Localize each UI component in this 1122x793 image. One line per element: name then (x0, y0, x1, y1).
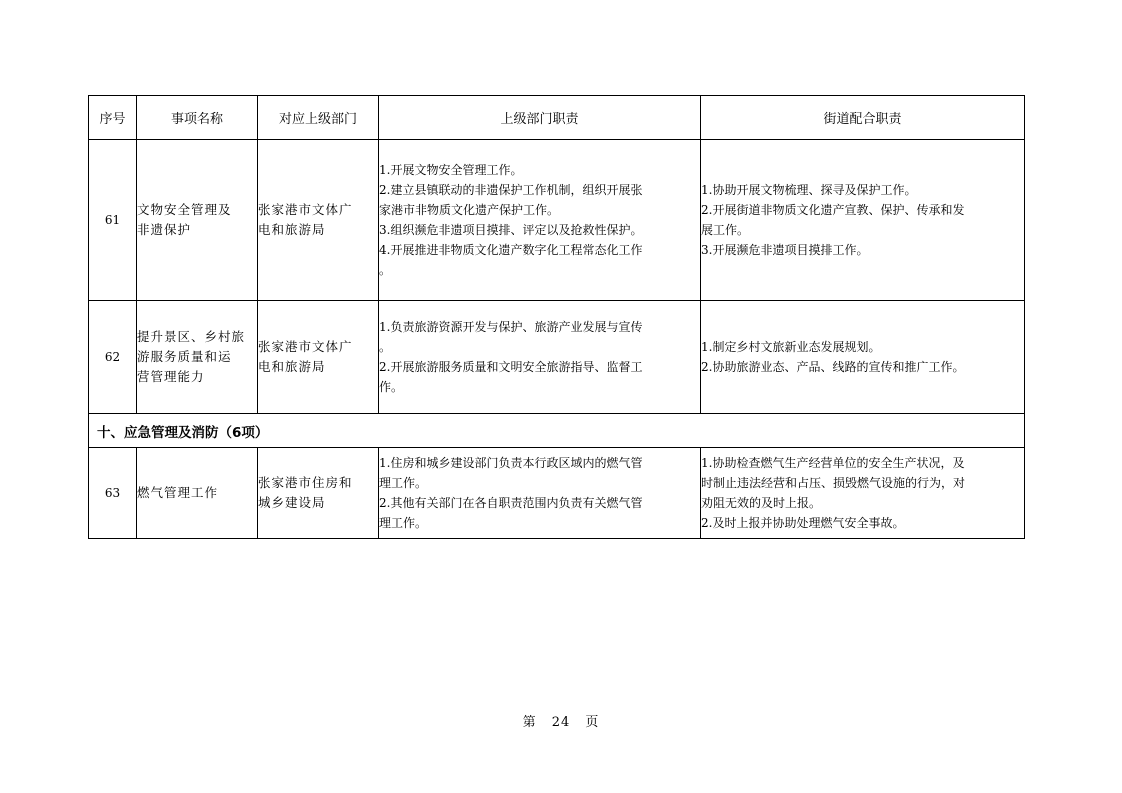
header-superior-dept: 对应上级部门 (258, 96, 379, 140)
header-item-name: 事项名称 (137, 96, 258, 140)
page-suffix: 页 (585, 715, 600, 730)
duty-line: 。 (379, 263, 392, 277)
duty-line: 1.负责旅游资源开发与保护、旅游产业发展与宣传 (379, 320, 643, 334)
superior-duties (379, 301, 701, 414)
dept-line: 城乡建设局 (258, 495, 326, 510)
table-row (89, 301, 1025, 414)
item-name (137, 448, 258, 539)
row-number: 62 (89, 301, 137, 414)
duty-line: 1.住房和城乡建设部门负责本行政区域内的燃气管 (379, 456, 643, 470)
superior-dept (258, 140, 379, 301)
superior-dept (258, 301, 379, 414)
duty-line: 1.开展文物安全管理工作。 (379, 163, 523, 177)
duty-line: 1.协助检查燃气生产经营单位的安全生产状况，及 (701, 456, 965, 470)
page-number: 24 (551, 715, 571, 730)
item-name-line: 提升景区、乡村旅 (137, 329, 246, 344)
row-number: 61 (89, 140, 137, 301)
row-number: 63 (89, 448, 137, 539)
duty-line: 2.协助旅游业态、产品、线路的宣传和推广工作。 (701, 360, 965, 374)
duty-line: 理工作。 (379, 516, 428, 530)
duty-line: 2.开展街道非物质文化遗产宣教、保护、传承和发 (701, 203, 965, 217)
duty-line: 作。 (379, 380, 404, 394)
dept-line: 电和旅游局 (258, 222, 326, 237)
duty-line: 2.及时上报并协助处理燃气安全事故。 (701, 516, 905, 530)
item-name-line: 燃气管理工作 (137, 485, 219, 500)
duty-line: 4.开展推进非物质文化遗产数字化工程常态化工作 (379, 243, 643, 257)
duty-line: 2.开展旅游服务质量和文明安全旅游指导、监督工 (379, 360, 643, 374)
item-name-line: 文物安全管理及 (137, 202, 232, 217)
duty-line: 2.建立县镇联动的非遗保护工作机制，组织开展张 (379, 183, 643, 197)
duty-line: 展工作。 (701, 223, 750, 237)
superior-dept (258, 448, 379, 539)
duty-line: 2.其他有关部门在各自职责范围内负责有关燃气管 (379, 496, 643, 510)
duty-line: 1.制定乡村文旅新业态发展规划。 (701, 340, 881, 354)
superior-duties (379, 448, 701, 539)
duty-line: 理工作。 (379, 476, 428, 490)
header-superior-duties: 上级部门职责 (379, 96, 701, 140)
header-serial: 序号 (89, 96, 137, 140)
dept-line: 张家港市住房和 (258, 475, 353, 490)
item-name (137, 301, 258, 414)
item-name-line: 营管理能力 (137, 369, 205, 384)
street-duties (701, 301, 1025, 414)
section-row (89, 414, 1025, 448)
duty-line: 。 (379, 340, 392, 354)
header-street-duties: 街道配合职责 (701, 96, 1025, 140)
duty-line: 1.协助开展文物梳理、探寻及保护工作。 (701, 183, 917, 197)
section-title: 十、应急管理及消防（6项） (89, 414, 1025, 448)
item-name-line: 游服务质量和运 (137, 349, 232, 364)
dept-line: 张家港市文体广 (258, 202, 353, 217)
duty-line: 家港市非物质文化遗产保护工作。 (379, 203, 560, 217)
duty-line: 3.开展濒危非遗项目摸排工作。 (701, 243, 869, 257)
superior-duties (379, 140, 701, 301)
duty-line: 时制止违法经营和占压、损毁燃气设施的行为，对 (701, 476, 966, 490)
item-name-line: 非遗保护 (137, 222, 192, 237)
table-row (89, 448, 1025, 539)
street-duties (701, 140, 1025, 301)
duty-line: 劝阻无效的及时上报。 (701, 496, 822, 510)
item-name (137, 140, 258, 301)
page-prefix: 第 (522, 715, 537, 730)
table-row (89, 140, 1025, 301)
dept-line: 电和旅游局 (258, 359, 326, 374)
page-footer (0, 711, 1122, 730)
table-header-row (89, 96, 1025, 140)
dept-line: 张家港市文体广 (258, 339, 353, 354)
responsibility-table (88, 95, 1025, 539)
duty-line: 3.组织濒危非遗项目摸排、评定以及抢救性保护。 (379, 223, 643, 237)
street-duties (701, 448, 1025, 539)
